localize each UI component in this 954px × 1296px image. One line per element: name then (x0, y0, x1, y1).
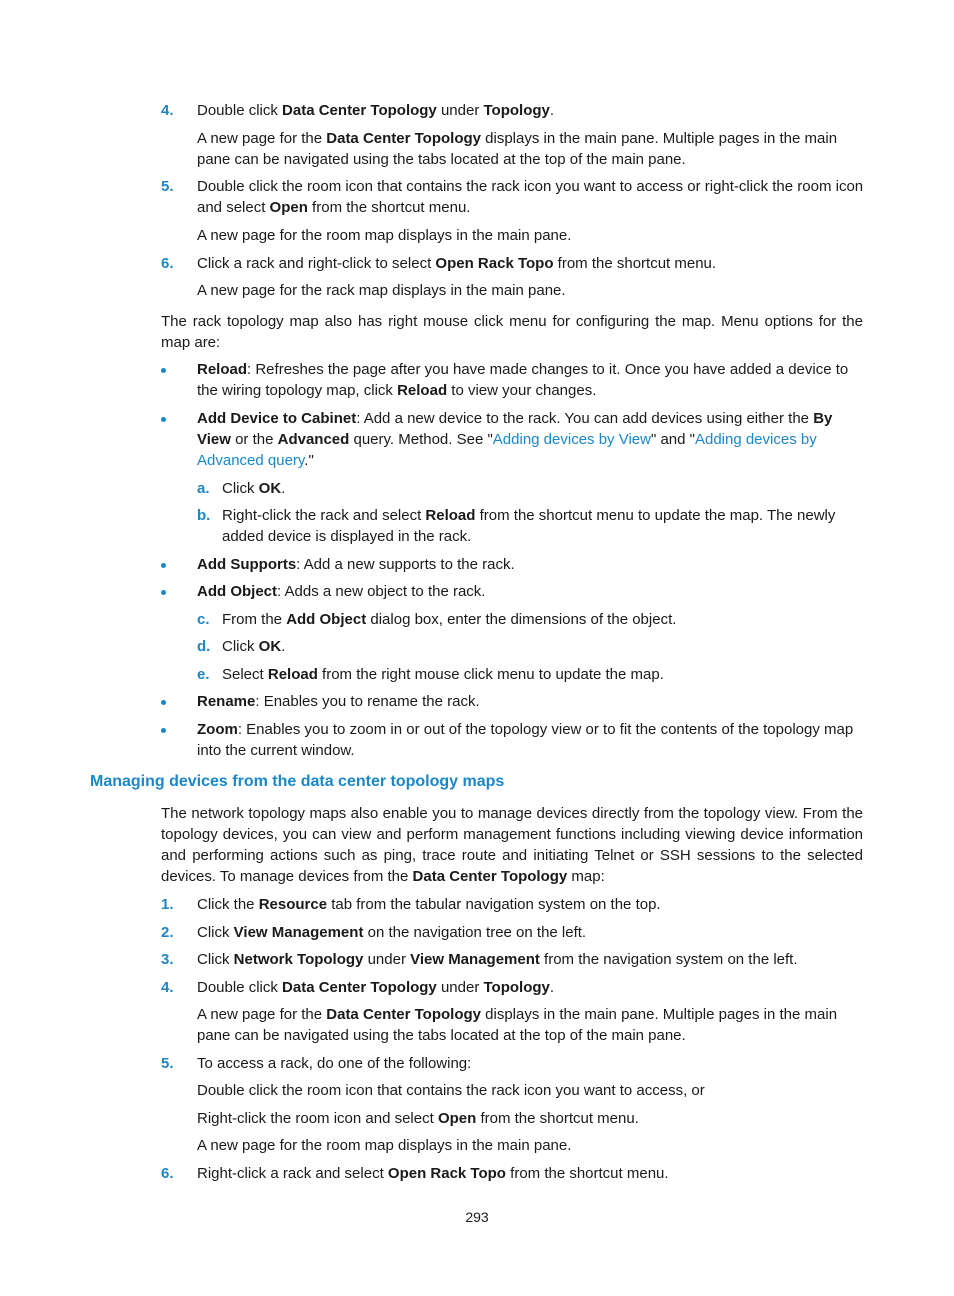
section-heading: Managing devices from the data center topology maps (90, 773, 505, 790)
note-dc-page-bottom: A new page for the Data Center Topology displays in the main pane. Multiple pages in the main pane can be navigated using the tabs located at the top of the main pane. (197, 1006, 838, 1044)
section-intro-paragraph: The network topology maps also enable you to manage devices directly from the topology view. From the topology devices, you can view and perform management functions including viewing device information and performing actions such as ping, trace route and initiating Telnet or SSH sessions to the selected devices. To manage devices from the Data Center Topology map: (161, 805, 863, 885)
bullet-dot-icon (161, 368, 166, 373)
step-text: Double click Data Center Topology under Topology. (197, 102, 555, 119)
link-adding-devices-by-view[interactable]: Adding devices by View (492, 431, 651, 448)
note-rack-page: A new page for the rack map displays in the main pane. (197, 282, 566, 299)
bullet-dot-icon (161, 417, 166, 422)
option-double-click: Double click the room icon that contains the rack icon you want to access, or (197, 1082, 705, 1099)
note-room-page-bottom: A new page for the room map displays in the main pane. (197, 1137, 572, 1154)
note-dc-page: A new page for the Data Center Topology displays in the main pane. Multiple pages in the main pane can be navigated using the tabs located at the top of the main pane. (197, 130, 838, 168)
bullet-dot-icon (161, 590, 166, 595)
page-number: 293 (465, 1209, 489, 1225)
bullet-dot-icon (161, 563, 166, 568)
step-text: Double click the room icon that contains the rack icon you want to access or right-click the room icon and select Open from the shortcut menu. (197, 178, 864, 216)
note-room-page: A new page for the room map displays in the main pane. (197, 227, 572, 244)
step-text: Click a rack and right-click to select Open Rack Topo from the shortcut menu. (197, 255, 717, 272)
step-number: 4. (161, 102, 174, 119)
bullet-dot-icon (161, 700, 166, 705)
option-right-click: Right-click the room icon and select Open from the shortcut menu. (197, 1110, 639, 1127)
step-number: 6. (161, 255, 174, 272)
bullet-dot-icon (161, 728, 166, 733)
step-number: 5. (161, 178, 174, 195)
rack-intro-paragraph: The rack topology map also has right mouse click menu for configuring the map. Menu options for the map are: (161, 313, 863, 351)
link-adding-devices-by-advanced-query[interactable]: Adding devices by Advanced query (197, 431, 817, 469)
